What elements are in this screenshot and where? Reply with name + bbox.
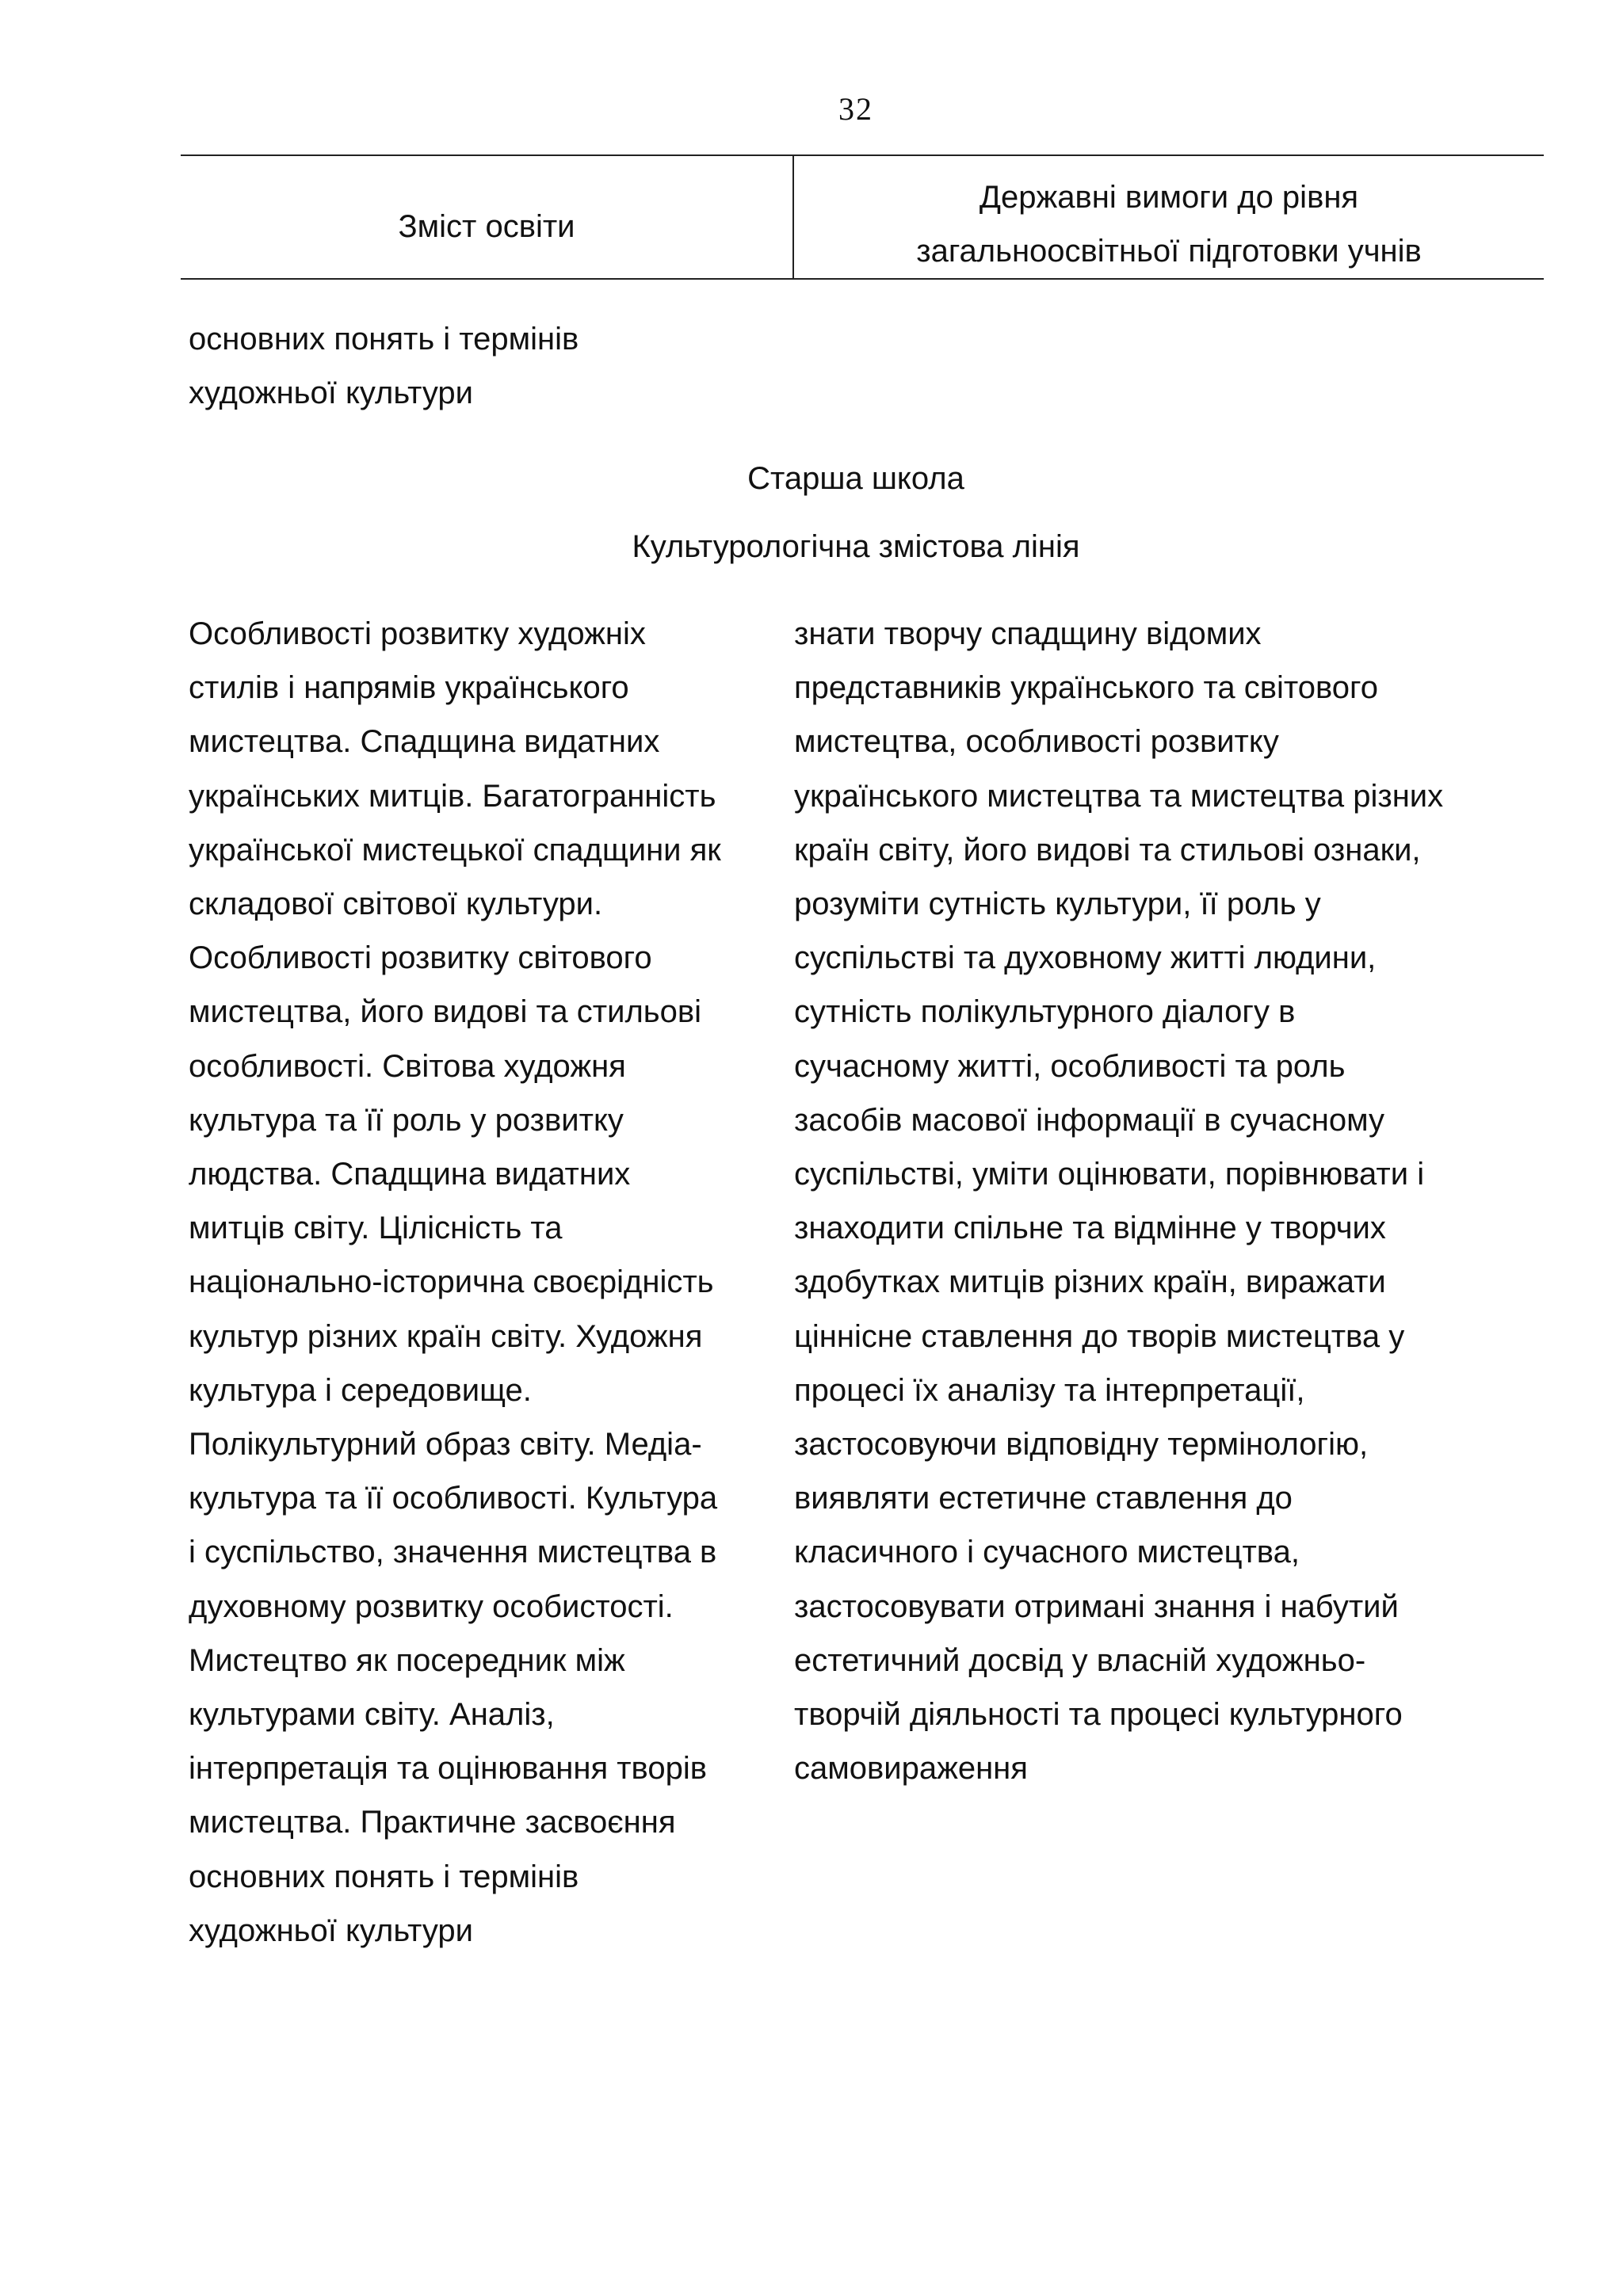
text-line: культура і середовище. (189, 1372, 532, 1408)
text-line: сутність полікультурного діалогу в (794, 994, 1296, 1030)
text-line: духовному розвитку особистості. (189, 1589, 674, 1624)
text-line: мистецтва, його видові та стильові (189, 994, 702, 1030)
text-line: культура та її роль у розвитку (189, 1102, 624, 1138)
education-content-column (189, 607, 791, 1958)
school-level-heading: Старша школа (747, 461, 964, 496)
text-line: українських митців. Багатогранність (189, 778, 716, 814)
text-line: застосовувати отримані знання і набутий (794, 1589, 1399, 1624)
text-line: сучасному житті, особливості та роль (794, 1048, 1346, 1084)
text-line: процесі їх аналізу та інтерпретації, (794, 1372, 1305, 1408)
text-line: представників українського та світового (794, 670, 1378, 706)
text-line: культурами світу. Аналіз, (189, 1697, 555, 1733)
header-cell-content (181, 156, 794, 278)
content-line-heading: Культурологічна змістова лінія (632, 529, 1080, 564)
text-line: складової світової культури. (189, 887, 603, 922)
text-line: Особливості розвитку художніх (189, 616, 646, 651)
header-requirements-line: загальноосвітньої підготовки учнів (916, 234, 1422, 269)
text-line: знаходити спільне та відмінне у творчих (794, 1211, 1386, 1246)
requirements-column (794, 607, 1539, 1795)
text-line: художньої культури (189, 1913, 474, 1948)
text-line: виявляти естетичне ставлення до (794, 1481, 1293, 1516)
text-line: мистецтва. Спадщина видатних (189, 724, 660, 760)
text-line: самовираження (794, 1751, 1028, 1787)
text-line: розуміти сутність культури, її роль у (794, 887, 1321, 922)
text-line: суспільстві, уміти оцінювати, порівнювати і (794, 1157, 1425, 1192)
text-line: суспільстві та духовному житті людини, (794, 940, 1377, 976)
text-line: і суспільство, значення мистецтва в (189, 1535, 717, 1570)
text-line: творчій діяльності та процесі культурного (794, 1697, 1403, 1733)
header-requirements-line: Державні вимоги до рівня (979, 180, 1359, 215)
text-line: національно-історична своєрідність (189, 1264, 714, 1300)
text-line: митців світу. Цілісність та (189, 1211, 563, 1246)
text-line: країн світу, його видові та стильові ознаки, (794, 832, 1421, 868)
text-line: основних понять і термінів (189, 1859, 579, 1894)
text-line: української мистецької спадщини як (189, 832, 721, 868)
page-number: 32 (838, 91, 873, 127)
text-line: засобів масової інформації в сучасному (794, 1102, 1385, 1138)
continuation-text (189, 312, 791, 420)
text-line: Мистецтво як посередник між (189, 1642, 625, 1678)
text-line: культур різних країн світу. Художня (189, 1318, 703, 1354)
text-line: знати творчу спадщину відомих (794, 616, 1262, 651)
text-line: особливості. Світова художня (189, 1048, 626, 1084)
text-line: людства. Спадщина видатних (189, 1157, 631, 1192)
text-line: художньої культури (189, 376, 474, 410)
text-line: естетичний досвід у власній художньо- (794, 1642, 1366, 1678)
text-line: інтерпретація та оцінювання творів (189, 1751, 707, 1787)
text-line: основних понять і термінів (189, 322, 579, 357)
text-line: ціннісне ставлення до творів мистецтва у (794, 1318, 1405, 1354)
text-line: здобутках митців різних країн, виражати (794, 1264, 1386, 1300)
header-cell-requirements (794, 156, 1544, 278)
text-line: культура та її особливості. Культура (189, 1481, 718, 1516)
header-content-label: Зміст освіти (398, 209, 575, 244)
text-line: стилів і напрямів українського (189, 670, 629, 706)
text-line: застосовуючи відповідну термінологію, (794, 1427, 1369, 1463)
text-line: українського мистецтва та мистецтва різних (794, 778, 1444, 814)
table-header (181, 154, 1544, 280)
text-line: мистецтва. Практичне засвоєння (189, 1805, 676, 1840)
text-line: Полікультурний образ світу. Медіа- (189, 1427, 702, 1463)
text-line: мистецтва, особливості розвитку (794, 724, 1279, 760)
text-line: класичного і сучасного мистецтва, (794, 1535, 1300, 1570)
text-line: Особливості розвитку світового (189, 940, 652, 976)
